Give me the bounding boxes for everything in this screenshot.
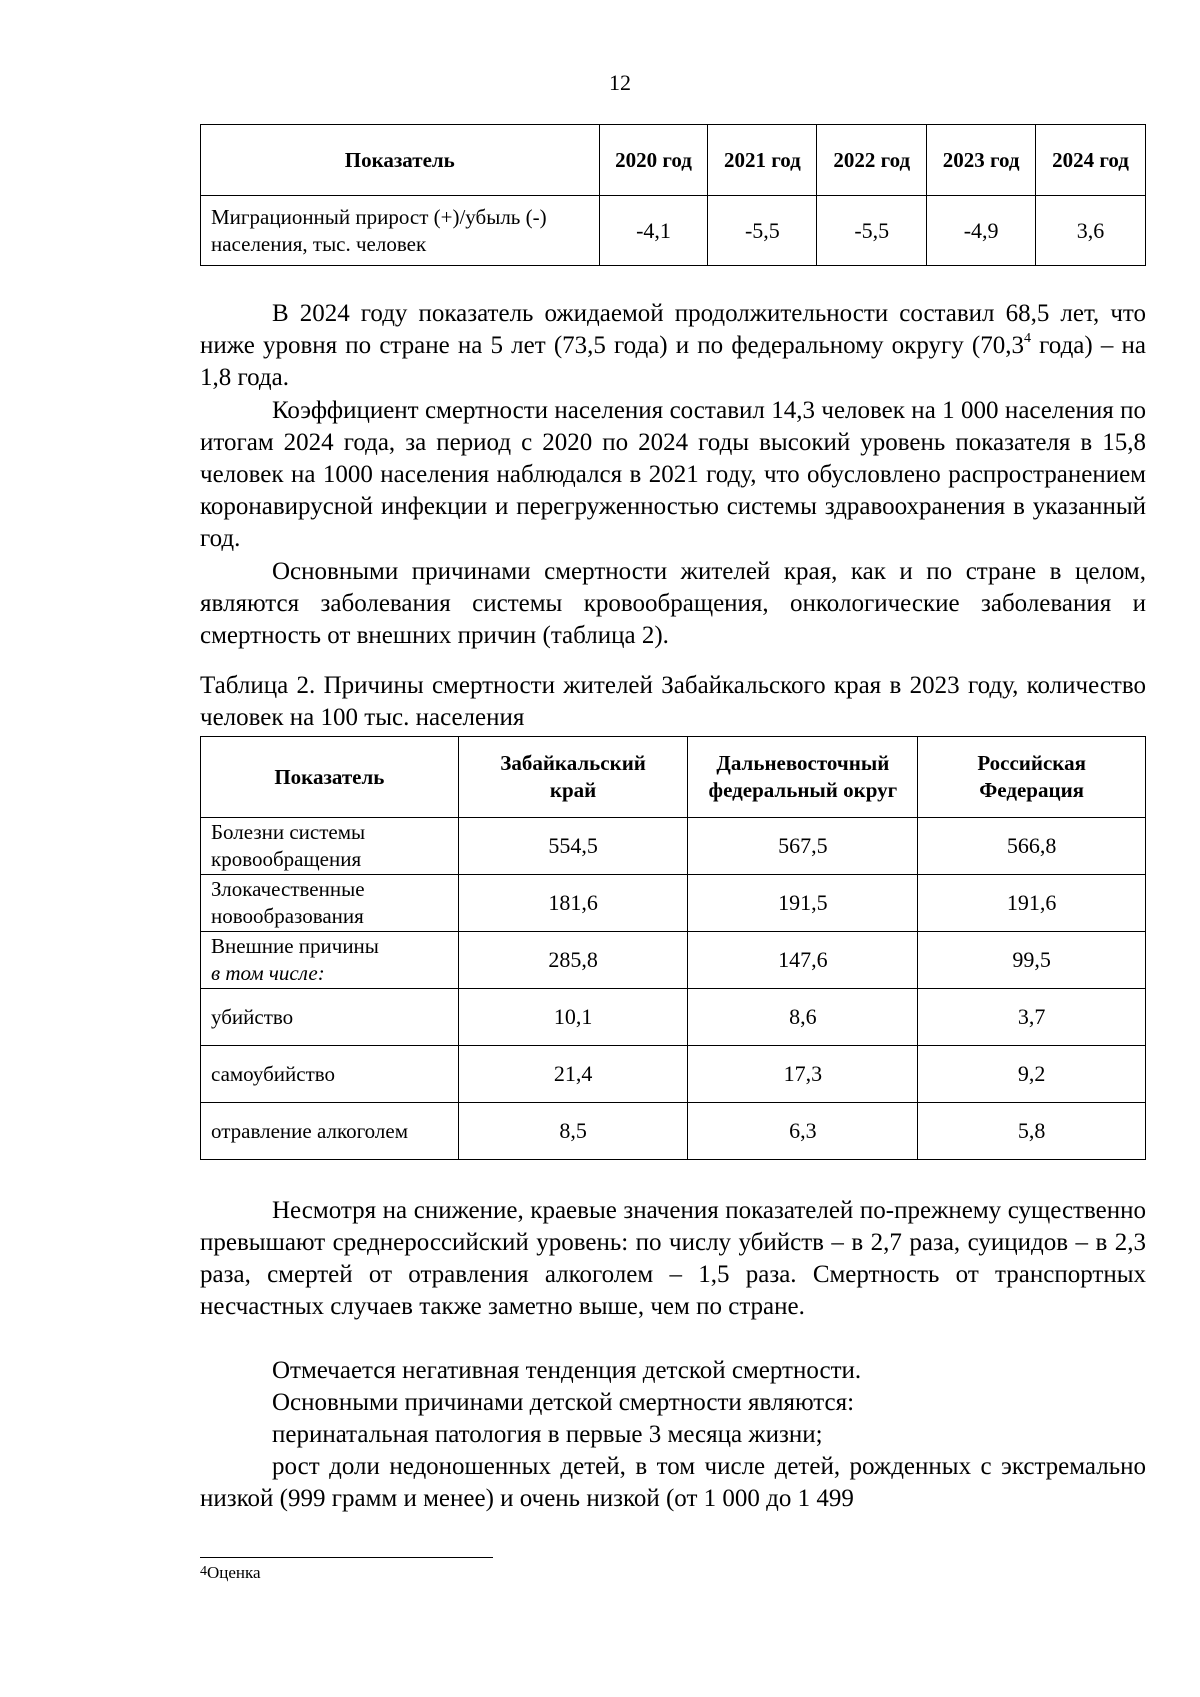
table-cell: 8,5: [458, 1103, 688, 1160]
footnote: [200, 1563, 261, 1583]
table-cell: 181,6: [458, 875, 688, 932]
row-label-line: населения, тыс. человек: [211, 231, 427, 256]
column-header: 2021 год: [708, 125, 817, 196]
table-cell: 566,8: [918, 818, 1146, 875]
paragraph-text: года) – на 1,8 года.: [200, 332, 1146, 391]
table-row: [201, 875, 1146, 932]
table-cell: 554,5: [458, 818, 688, 875]
paragraph-child-causes: Основными причинами детской смертности являются:: [272, 1389, 855, 1416]
row-label-line: Внешние причины: [211, 934, 379, 958]
mortality-causes-table: [200, 736, 1146, 1160]
column-header: [201, 737, 459, 818]
table-row: [201, 989, 1146, 1046]
table-cell: 285,8: [458, 932, 688, 989]
column-header: 2022 год: [817, 125, 927, 196]
row-label: убийство: [201, 989, 459, 1046]
column-header-line: край: [549, 778, 597, 802]
row-label: самоубийство: [201, 1046, 459, 1103]
paragraph-text: В 2024 году показатель ожидаемой продолжительности составил 68,5 лет, что ниже уровня по стране на 5 лет (73,5 года) и по федеральному округу (70,3: [200, 300, 1146, 359]
row-label: [201, 818, 459, 875]
row-label-line: Миграционный прирост (+)/убыль (-): [211, 204, 547, 229]
table-row: [201, 196, 1146, 266]
table2-caption: Таблица 2. Причины смертности жителей Забайкальского края в 2023 году, количество человек на 100 тыс. населения: [200, 672, 1146, 731]
table-cell: 10,1: [458, 989, 688, 1046]
footnote-mark: 4: [200, 1564, 207, 1579]
table-header-row: [201, 737, 1146, 818]
table-row: [201, 1046, 1146, 1103]
table-cell: 3,6: [1036, 196, 1146, 266]
column-header-line: Дальневосточный: [716, 751, 890, 775]
table-cell: 99,5: [918, 932, 1146, 989]
column-header-line: Забайкальский: [500, 751, 646, 775]
footnote-divider: [200, 1557, 493, 1558]
row-label-line: Злокачественные: [211, 877, 365, 901]
row-label: [201, 196, 600, 266]
row-label: отравление алкоголем: [201, 1103, 459, 1160]
table-cell: 191,6: [918, 875, 1146, 932]
footnote-reference: 4: [1024, 331, 1031, 346]
table-cell: -5,5: [708, 196, 817, 266]
paragraph-mortality-rate: Коэффициент смертности населения составил 14,3 человек на 1 000 населения по итогам 2024 года, за период с 2020 по 2024 годы высокий уровень показателя в 15,8 человек на 1000 населения наблюдался в 2021 году, что обусловлено распространением коронавирусной инфекции и перегруженностью системы здравоохранения в указанный год.: [200, 397, 1146, 552]
column-header: [688, 737, 918, 818]
page-number: 12: [609, 70, 631, 95]
column-header: Показатель: [201, 125, 600, 196]
column-header: [918, 737, 1146, 818]
paragraph-perinatal: перинатальная патология в первые 3 месяца жизни;: [272, 1421, 823, 1448]
row-label-line: Болезни системы: [211, 820, 366, 844]
paragraph-causes: Основными причинами смертности жителей края, как и по стране в целом, являются заболевания системы кровообращения, онкологические заболевания и смертность от внешних причин (таблица 2).: [200, 558, 1146, 649]
paragraph-child-mortality: Отмечается негативная тенденция детской смертности.: [272, 1357, 862, 1384]
paragraph-premature: рост доли недоношенных детей, в том числе детей, рожденных с экстремально низкой (999 грамм и менее) и очень низкой (от 1 000 до 1 499: [200, 1453, 1146, 1512]
table-cell: 6,3: [688, 1103, 918, 1160]
table-cell: 21,4: [458, 1046, 688, 1103]
column-header: 2023 год: [927, 125, 1036, 196]
column-header-line: Российская: [977, 751, 1086, 775]
column-header: [458, 737, 688, 818]
column-header: 2020 год: [599, 125, 708, 196]
table-row: [201, 818, 1146, 875]
table-cell: -5,5: [817, 196, 927, 266]
table-cell: -4,9: [927, 196, 1036, 266]
table-cell: 9,2: [918, 1046, 1146, 1103]
paragraph-life-expectancy: [200, 298, 1146, 394]
migration-table: [200, 124, 1146, 266]
table-header-row: [201, 125, 1146, 196]
table-row: [201, 1103, 1146, 1160]
row-label: [201, 932, 459, 989]
column-header-line: Федерация: [979, 778, 1085, 802]
footnote-text: Оценка: [207, 1563, 261, 1582]
table-cell: 567,5: [688, 818, 918, 875]
column-header-line: федеральный округ: [708, 778, 898, 802]
table-cell: 3,7: [918, 989, 1146, 1046]
table-cell: -4,1: [599, 196, 708, 266]
row-label-line: кровообращения: [211, 847, 362, 871]
row-label-line: новообразования: [211, 904, 364, 928]
row-label-line: в том числе:: [211, 961, 325, 985]
table-cell: 191,5: [688, 875, 918, 932]
table-row: [201, 932, 1146, 989]
column-header: 2024 год: [1036, 125, 1146, 196]
column-header-line: Показатель: [274, 764, 385, 789]
row-label: [201, 875, 459, 932]
table-cell: 8,6: [688, 989, 918, 1046]
table-cell: 17,3: [688, 1046, 918, 1103]
paragraph-regional-comparison: Несмотря на снижение, краевые значения показателей по-прежнему существенно превышают среднероссийский уровень: по числу убийств – в 2,7 раза, суицидов – в 2,3 раза, смертей от отравления алкоголем – 1,5 раза. Смертность от транспортных несчастных случаев также заметно выше, чем по стране.: [200, 1197, 1146, 1320]
table-cell: 5,8: [918, 1103, 1146, 1160]
table-cell: 147,6: [688, 932, 918, 989]
